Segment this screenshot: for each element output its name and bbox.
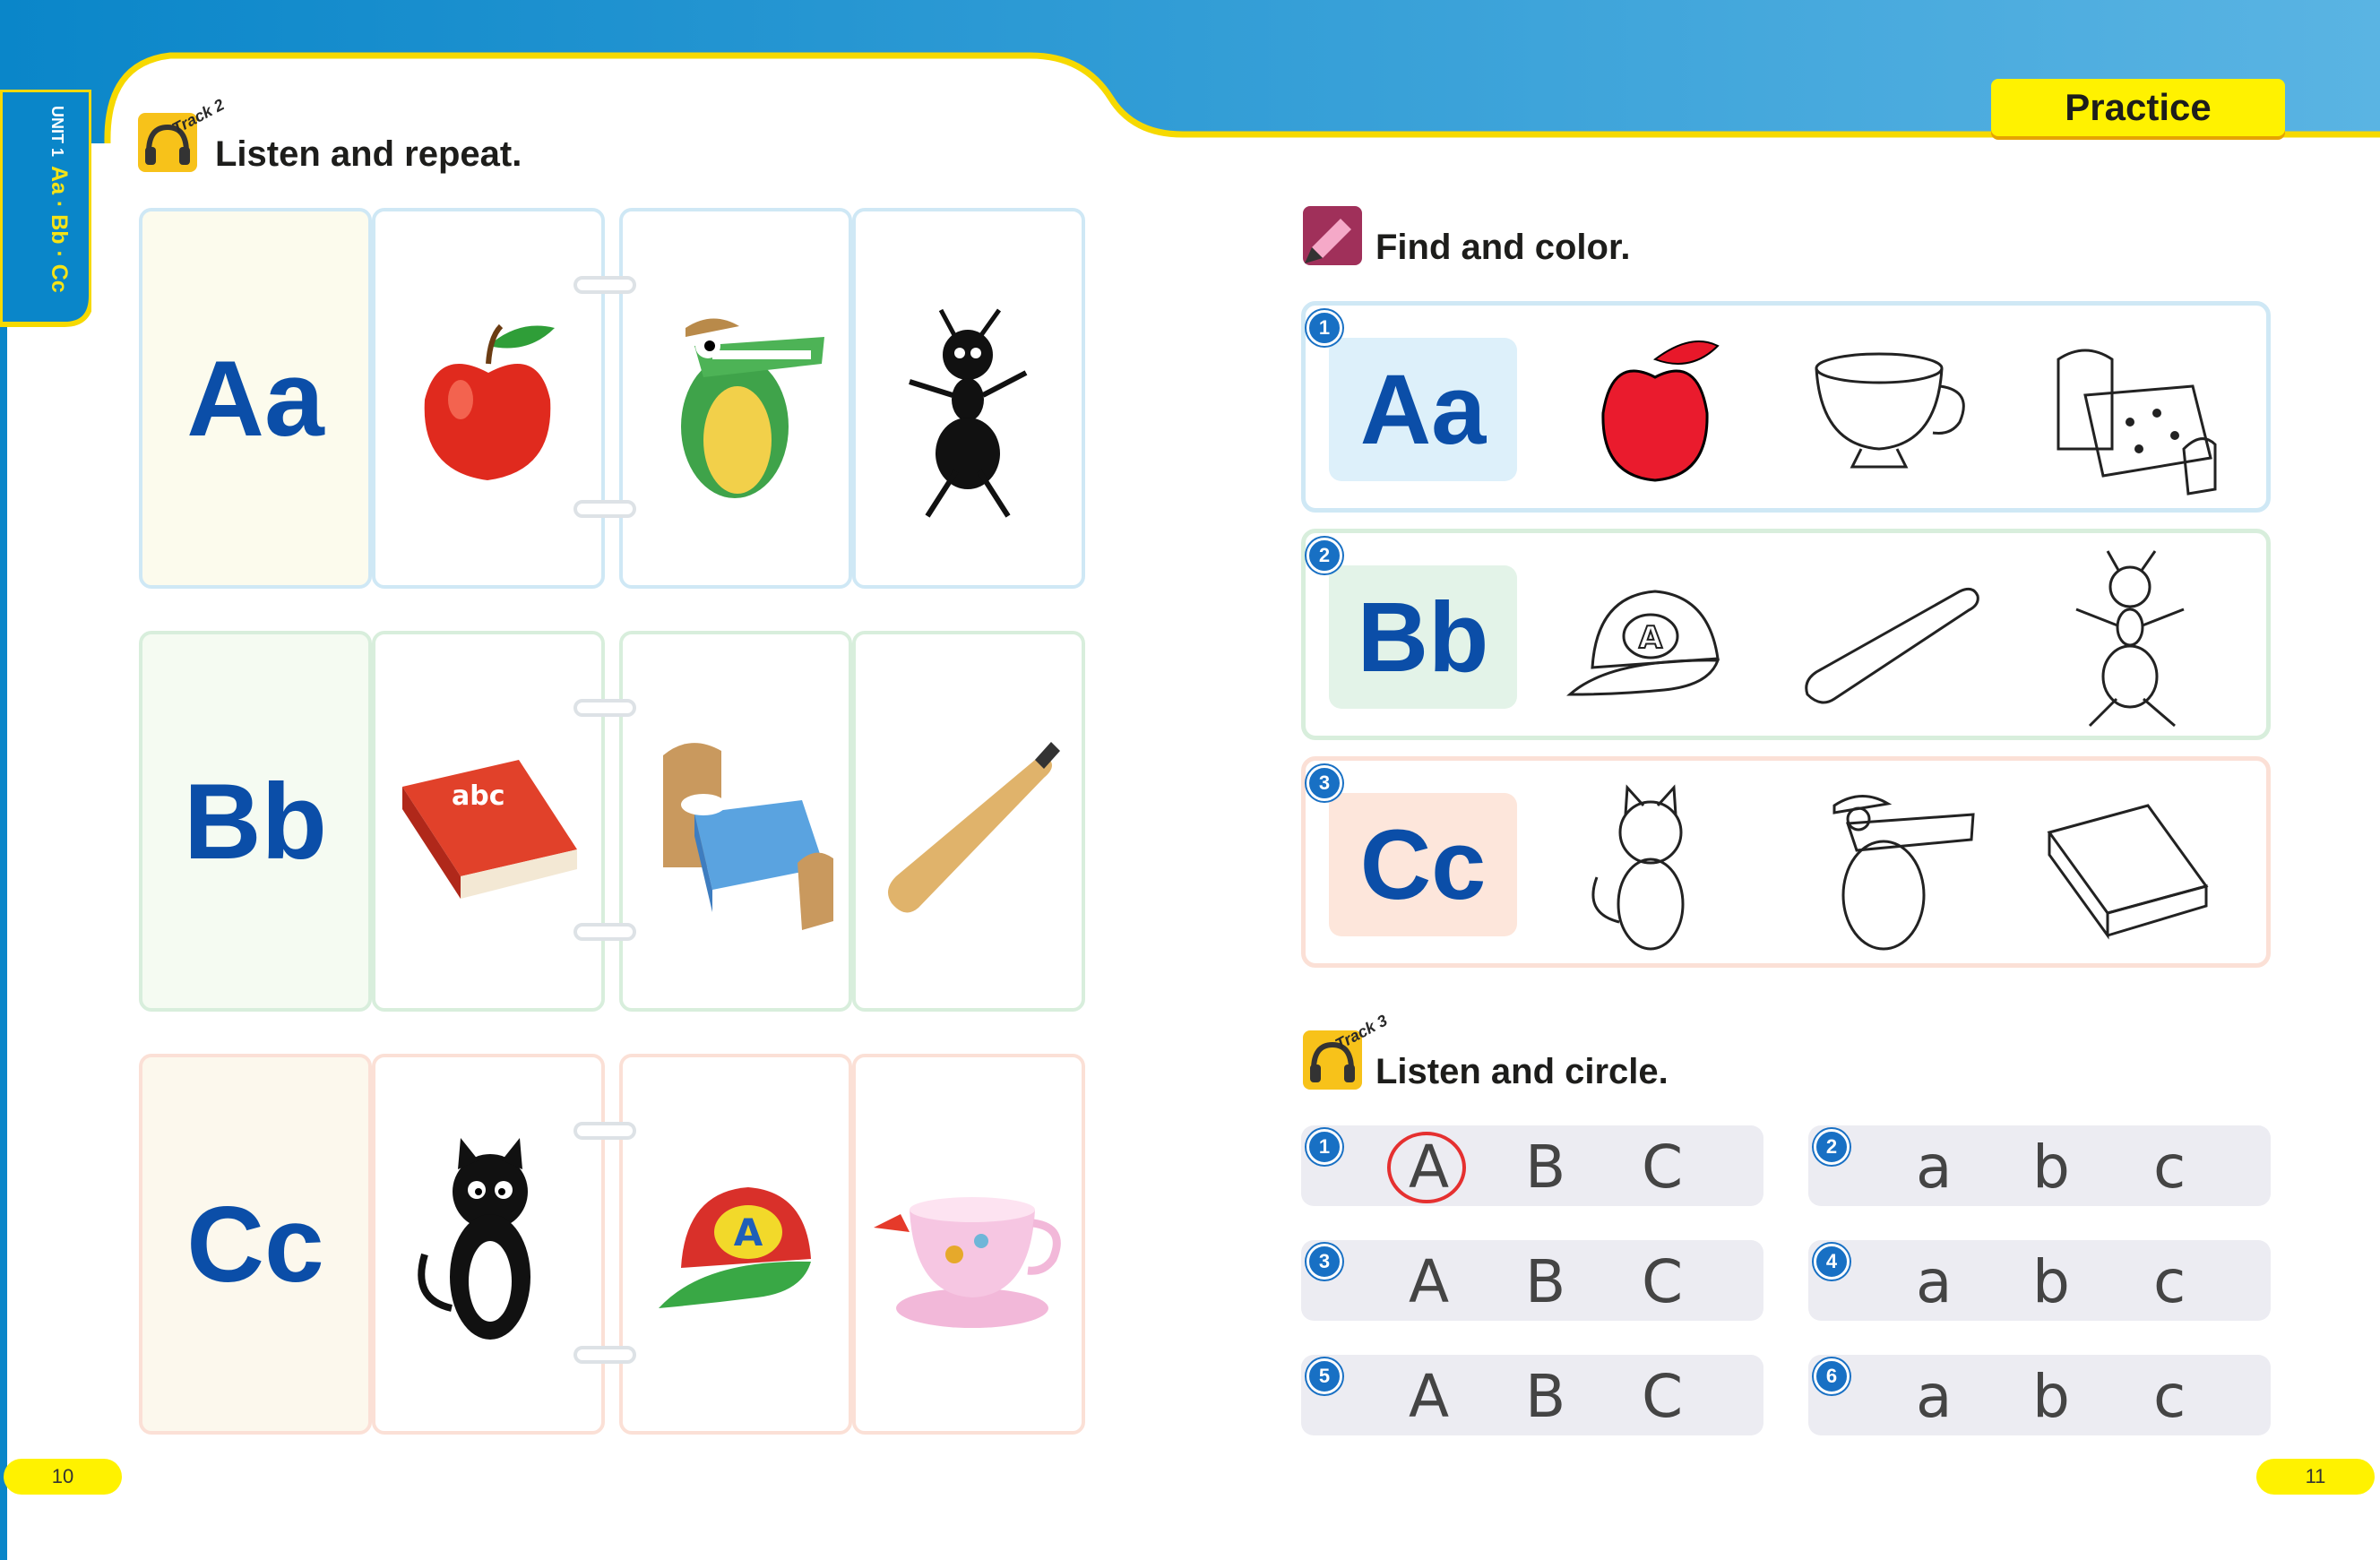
binder-ring [573,923,636,941]
ant-picture [856,211,1082,585]
find-row-c [1301,756,2271,968]
bed-picture [623,634,849,1008]
letter-aa: Aa [186,338,324,459]
circle-item-4 [1808,1240,2271,1321]
picture-card-book [372,631,605,1012]
ant-outline-drawing [2040,547,2220,735]
picture-card-cap [619,1054,852,1435]
number-badge-2: 2 [1306,538,1342,573]
cup-picture [856,1057,1082,1431]
option-a-2[interactable]: a [1916,1133,1953,1202]
option-a-5[interactable]: A [1409,1362,1450,1431]
cap-letter: A [733,1211,763,1254]
option-c-2[interactable]: c [2153,1133,2186,1202]
option-a-6[interactable]: a [1916,1362,1953,1431]
option-b-6[interactable]: b [2032,1362,2070,1431]
instruction-listen-circle: Listen and circle. [1375,1052,1669,1091]
binder-ring [573,500,636,518]
letter-card-c [139,1054,372,1435]
picture-card-cat [372,1054,605,1435]
option-b-3[interactable]: B [1525,1247,1566,1316]
number-badge-3: 3 [1306,765,1342,801]
track-label-3: Track 3 [1332,1011,1391,1054]
option-a-4[interactable]: a [1916,1247,1953,1316]
cup-outline-drawing [1798,332,1978,494]
option-b-4[interactable]: b [2032,1247,2070,1316]
number-badge-3: 3 [1306,1244,1342,1280]
cat-outline-drawing [1561,779,1740,958]
bat-outline-drawing [1798,569,1987,712]
picture-card-cup [852,1054,1085,1435]
apple-colored-drawing [1565,323,1745,503]
find-row-b [1301,529,2271,740]
bat-picture [856,634,1082,1008]
crayon-icon [1301,204,1364,267]
binder-ring [573,1346,636,1364]
cap-picture [623,1057,849,1431]
picture-card-apple [372,208,605,589]
circle-item-5 [1301,1355,1763,1435]
find-row-a [1301,301,2271,513]
apple-picture [375,211,601,585]
picture-card-ant [852,208,1085,589]
track-label-2: Track 2 [168,95,228,138]
instruction-find-color: Find and color. [1375,228,1631,267]
letter-box-c [1329,793,1517,936]
picture-card-bed [619,631,852,1012]
letter-card-a [139,208,372,589]
number-badge-6: 6 [1814,1358,1850,1394]
unit-tab-text [46,106,72,293]
page-number-right: 11 [2256,1459,2375,1495]
circle-item-1 [1301,1125,1763,1206]
binder-ring [573,699,636,717]
number-badge-4: 4 [1814,1244,1850,1280]
circle-item-2 [1808,1125,2271,1206]
number-badge-5: 5 [1306,1358,1342,1394]
number-badge-1: 1 [1306,310,1342,346]
instruction-listen-repeat: Listen and repeat. [215,134,522,174]
alligator-picture [623,211,849,585]
circle-item-6 [1808,1355,2271,1435]
unit-letters: Aa · Bb · Cc [47,166,72,293]
picture-card-alligator [619,208,852,589]
alligator-outline-drawing [1803,779,1982,958]
option-b-5[interactable]: B [1525,1362,1566,1431]
option-c-5[interactable]: C [1642,1362,1684,1431]
letter-cc-practice: Cc [1359,809,1487,920]
letter-bb-practice: Bb [1357,582,1489,693]
option-a-1[interactable]: A [1409,1133,1450,1202]
binder-ring [573,276,636,294]
option-c-1[interactable]: C [1642,1133,1684,1202]
option-b-2[interactable]: b [2032,1133,2070,1202]
letter-box-a [1329,338,1517,481]
option-b-1[interactable]: B [1525,1133,1566,1202]
option-c-4[interactable]: c [2153,1247,2186,1316]
letter-box-b [1329,565,1517,709]
number-badge-1: 1 [1306,1129,1342,1165]
letter-cc: Cc [186,1184,324,1305]
option-a-3[interactable]: A [1409,1247,1450,1316]
cap-outline-letter: A [1638,620,1663,656]
book-letters: abc [452,780,505,812]
circle-item-3 [1301,1240,1763,1321]
page-number-left: 10 [4,1459,122,1495]
bed-outline-drawing [2040,323,2220,503]
letter-aa-practice: Aa [1359,354,1487,465]
letter-bb: Bb [184,761,327,882]
letter-card-b [139,631,372,1012]
practice-label: Practice [1991,79,2285,136]
binder-ring [573,1122,636,1140]
picture-card-bat [852,631,1085,1012]
book-picture [375,634,601,1008]
book-outline-drawing [2040,788,2220,949]
number-badge-2: 2 [1814,1129,1850,1165]
option-c-3[interactable]: C [1642,1247,1684,1316]
option-c-6[interactable]: c [2153,1362,2186,1431]
cat-picture [375,1057,601,1431]
unit-label: UNIT 1 [48,106,66,158]
cap-outline-drawing [1556,560,1745,721]
